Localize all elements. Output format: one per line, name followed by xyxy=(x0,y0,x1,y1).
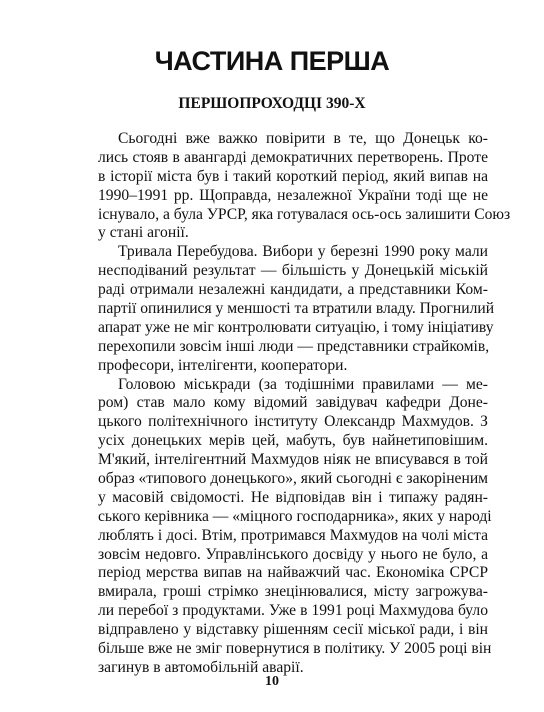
paragraph xyxy=(98,130,511,243)
paragraph xyxy=(98,243,495,375)
text-line: перехопили зовсім інші люди — представники страйкомів, xyxy=(98,337,490,355)
paragraph xyxy=(98,375,492,678)
text-line: більше вже не зміг повернутися в політику. У 2005 році він xyxy=(98,640,492,658)
text-line: ського керівника — «міцного господарника», яких у народі xyxy=(98,507,492,525)
text-line: люблять і досі. Втім, протримався Махмудов на чолі міста xyxy=(98,526,488,544)
text-line: вмирала, гроші стрімко знецінювалися, місту загрожува- xyxy=(98,583,488,601)
text-line: в історії міста був і такий короткий період, який випав на xyxy=(98,167,488,185)
text-line: період мерства випав на найважчий час. Економіка СРСР xyxy=(98,564,488,582)
text-line: ли перебої з продуктами. Уже в 1991 році Махмудова було xyxy=(98,602,488,620)
text-line: Сьогодні вже важко повірити в те, що Донецьк ко- xyxy=(118,130,488,147)
text-line: Головою міськради (за тодішніми правилами — ме- xyxy=(118,375,488,393)
text-line: існувало, а була УРСР, яка готувалася ось-ось залишити Союз xyxy=(98,205,511,223)
text-line: Тривала Перебудова. Вибори у березні 1990 року мали xyxy=(118,243,488,261)
text-line: лись стояв в авангарді демократичних перетворень. Проте xyxy=(98,148,488,166)
text-line: цького політехнічного інституту Олександр Махмудов. З xyxy=(98,413,488,431)
text-line: раді отримали незалежні кандидати, а представники Ком- xyxy=(98,281,488,299)
text-line: зовсім недовго. Управлінського досвіду у нього не було, а xyxy=(98,545,488,563)
text-line: 1990–1991 рр. Щоправда, незалежної України тоді ще не xyxy=(98,186,488,204)
text-line: несподіваний результат — більшість у Донецькій міській xyxy=(98,262,488,280)
text-line: відправлено у відставку рішенням сесії міської ради, і він xyxy=(98,621,488,639)
text-line: апарат уже не міг контролювати ситуацію, і тому ініціативу xyxy=(98,318,494,336)
text-line: усіх донецьких мерів цей, мабуть, був найнетиповішим. xyxy=(98,432,488,450)
text-line: ром) став мало кому відомий завідувач кафедри Доне- xyxy=(98,394,488,412)
text-line: у стані агонії. xyxy=(98,224,189,242)
text-line: у масовій свідомості. Не відповідав він і типажу радян- xyxy=(98,488,488,506)
section-title: ПЕРШОПРОХОДЦІ 390-Х xyxy=(178,95,366,112)
chapter-title: ЧАСТИНА ПЕРША xyxy=(154,46,390,76)
text-line: професори, інтелігенти, кооператори. xyxy=(98,356,348,374)
text-line: загинув в автомобільній аварії. xyxy=(98,658,304,676)
page-number: 10 xyxy=(265,674,279,689)
text-line: партії опинилися у меншості та втратили владу. Прогнилий xyxy=(98,300,495,318)
text-line: образ «типового донецького», який сьогодні є закоріненим xyxy=(98,470,489,488)
body-text xyxy=(98,130,511,678)
text-line: М'який, інтелігентний Махмудов ніяк не вписувався в той xyxy=(98,451,488,469)
